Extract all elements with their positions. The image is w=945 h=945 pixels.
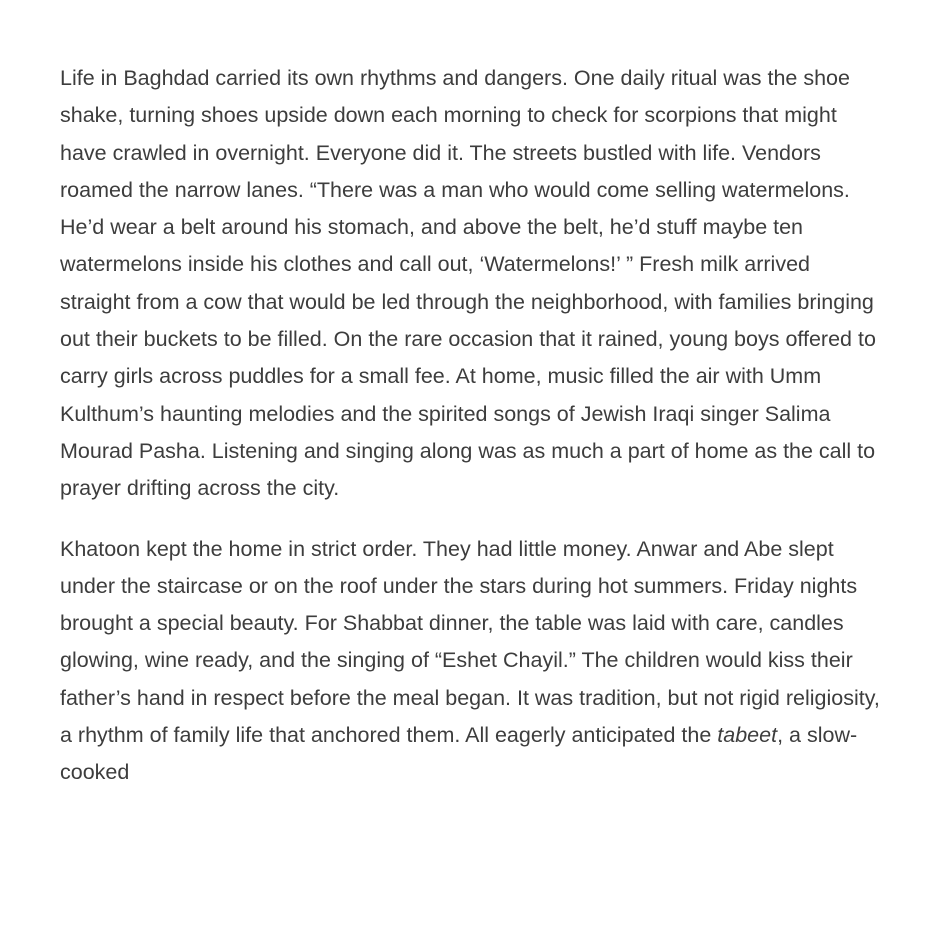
text-segment: , a slow-cooked bbox=[60, 723, 858, 785]
paragraph-khatoon-home bbox=[60, 531, 886, 792]
text-segment: Khatoon kept the home in strict order. They had little money. Anwar and Abe slept under the staircase or on the roof under the stars during hot summers. Friday nights brought a special beauty. For Shabbat dinner, the table was laid with care, candles glowing, wine ready, and the singing of “Eshet Chayil.” The children would kiss their father’s hand in respect before the meal began. It was tradition, but not rigid religiosity, a rhythm of family life that anchored them. All eagerly anticipated the bbox=[60, 536, 880, 748]
paragraph-baghdad-life: Life in Baghdad carried its own rhythms and dangers. One daily ritual was the shoe shake, turning shoes upside down each morning to check for scorpions that might have crawled in overnight. Everyone did it. The streets bustled with life. Vendors roamed the narrow lanes. “There was a man who would come selling watermelons. He’d wear a belt around his stomach, and above the belt, he’d stuff maybe ten watermelons inside his clothes and call out, ‘Watermelons!’ ” Fresh milk arrived straight from a cow that would be led through the neighborhood, with families bringing out their buckets to be filled. On the rare occasion that it rained, young boys offered to carry girls across puddles for a small fee. At home, music filled the air with Umm Kulthum’s haunting melodies and the spirited songs of Jewish Iraqi singer Salima Mourad Pasha. Listening and singing along was as much a part of home as the call to prayer drifting across the city. bbox=[60, 66, 876, 501]
italic-text-tabeet: tabeet bbox=[717, 723, 778, 748]
text-content bbox=[60, 60, 886, 812]
